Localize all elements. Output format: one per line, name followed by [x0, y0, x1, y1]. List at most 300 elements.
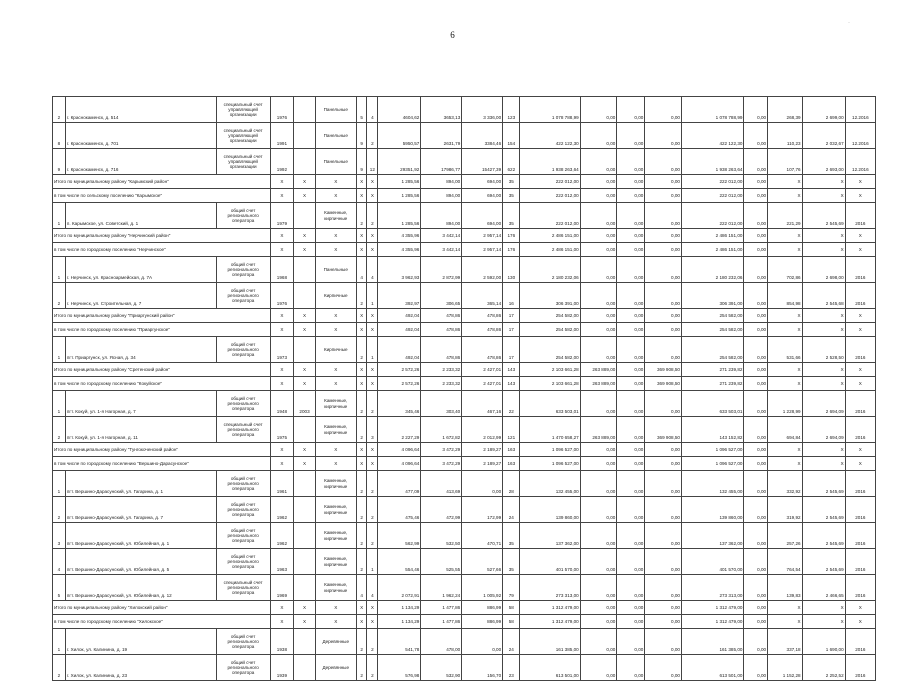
table-cell: 9 [356, 149, 367, 175]
table-cell: 401 570,00 [681, 549, 743, 575]
table-cell: 9 [356, 123, 367, 149]
table-cell: 3 [367, 417, 378, 443]
table-cell: 0,00 [617, 283, 645, 309]
table-row [53, 497, 876, 523]
table-row [53, 655, 876, 681]
table-cell: Х [356, 323, 367, 337]
table-cell: 12.2016 [845, 97, 875, 123]
table-cell: Х [768, 323, 802, 337]
table-cell: 254 582,00 [520, 323, 580, 337]
table-cell: 156,70 [462, 655, 503, 681]
table-cell: 0,00 [744, 337, 768, 363]
table-cell: Х [294, 309, 316, 323]
table-cell: Х [315, 189, 356, 203]
table-cell: Х [768, 377, 802, 391]
table-cell: Х [356, 175, 367, 189]
table-cell: 271 239,82 [681, 363, 743, 377]
table-cell: 1991 [270, 123, 294, 149]
account-type-cell: специальный счет регионального оператора [216, 417, 270, 443]
table-cell: Панельные [315, 123, 356, 149]
page-number: 6 [450, 30, 455, 40]
table-cell: 9 [53, 149, 66, 175]
account-type-cell: общий счет регионального оператора [216, 203, 270, 229]
table-cell: 2016 [845, 629, 875, 655]
table-cell: 0,00 [645, 601, 682, 615]
table-cell: 2 233,32 [421, 377, 462, 391]
table-row [53, 149, 876, 175]
table-cell: 0,00 [645, 615, 682, 629]
table-cell: 633 503,01 [520, 391, 580, 417]
account-type-cell: общий счет регионального оператора [216, 655, 270, 681]
table-cell: Каменные, кирпичные [315, 497, 356, 523]
table-cell: 161 385,00 [520, 629, 580, 655]
table-cell: 303,40 [421, 391, 462, 417]
table-cell: 422 122,30 [520, 123, 580, 149]
table-cell: 35 [503, 549, 520, 575]
address-cell: г. Краснокаменск, д. 514 [65, 97, 216, 123]
table-cell: 2 103 661,28 [520, 363, 580, 377]
table-cell: 886,99 [462, 601, 503, 615]
table-cell: Х [294, 615, 316, 629]
table-cell: 2 [367, 203, 378, 229]
table-cell: 319,92 [768, 497, 802, 523]
table-cell: 28 [503, 471, 520, 497]
table-cell: 1 [53, 337, 66, 363]
table-cell: 0,00 [580, 175, 617, 189]
table-cell: 0,00 [617, 471, 645, 497]
table-cell: 143 [503, 377, 520, 391]
table-cell: 0,00 [580, 497, 617, 523]
table-cell: 532,90 [421, 655, 462, 681]
table-cell: 3 442,14 [421, 229, 462, 243]
table-cell: 633 503,01 [681, 391, 743, 417]
table-cell: 17 [503, 323, 520, 337]
table-cell: Х [294, 243, 316, 257]
table-cell: 2003 [294, 391, 316, 417]
table-cell: 3 472,29 [421, 443, 462, 457]
table-cell: 16 [503, 283, 520, 309]
table-cell: 176 [503, 243, 520, 257]
table-cell: 554,46 [378, 549, 421, 575]
table-cell: 268,39 [768, 97, 802, 123]
table-cell: Х [270, 323, 294, 337]
table-cell: 0,00 [744, 523, 768, 549]
table-cell: 0,00 [645, 443, 682, 457]
table-cell: 1939 [270, 655, 294, 681]
table-cell: Х [845, 363, 875, 377]
address-cell: пгт. Вершино-Дарасунский, ул. Гагарина, д. 1 [65, 471, 216, 497]
table-cell: 702,86 [768, 257, 802, 283]
subtotal-row [53, 309, 876, 323]
table-cell: 3384,46 [462, 123, 503, 149]
table-cell: 0,00 [580, 229, 617, 243]
table-cell: 0,00 [744, 457, 768, 471]
table-cell: 2 427,01 [462, 363, 503, 377]
table-cell: 1 690,00 [802, 629, 845, 655]
subtotal-label: в том числе по городскому поселению "Кокуйское" [53, 377, 271, 391]
table-row [53, 417, 876, 443]
table-cell: 622 [503, 149, 520, 175]
table-cell: 2 [356, 203, 367, 229]
table-cell: 0,00 [580, 189, 617, 203]
table-cell: 2 545,68 [802, 283, 845, 309]
table-cell: 467,16 [462, 391, 503, 417]
table-cell: Х [845, 443, 875, 457]
table-cell: 694,00 [462, 189, 503, 203]
table-cell: 492,04 [378, 323, 421, 337]
table-cell: 121 [503, 417, 520, 443]
table-cell: 1 285,56 [378, 189, 421, 203]
table-cell: 2 [356, 391, 367, 417]
table-cell: 0,00 [744, 363, 768, 377]
table-cell: 0,00 [580, 337, 617, 363]
table-cell: 1968 [270, 257, 294, 283]
table-cell: Х [315, 615, 356, 629]
table-cell: 1973 [270, 337, 294, 363]
table-cell: 0,00 [744, 229, 768, 243]
table-cell: 222 012,00 [681, 175, 743, 189]
table-cell [294, 655, 316, 681]
table-cell: 478,86 [462, 337, 503, 363]
address-cell: г. Хилок, ул. Калинина, д. 23 [65, 655, 216, 681]
table-cell: Каменные, кирпичные [315, 575, 356, 601]
table-cell: Х [315, 443, 356, 457]
table-cell: 0,00 [617, 629, 645, 655]
subtotal-row [53, 189, 876, 203]
table-cell: 254 582,00 [681, 323, 743, 337]
table-cell: 2 [53, 655, 66, 681]
subtotal-row [53, 601, 876, 615]
table-cell: 0,00 [645, 189, 682, 203]
table-cell: 2 957,14 [462, 243, 503, 257]
table-cell: Х [768, 229, 802, 243]
table-cell: 1976 [270, 97, 294, 123]
table-cell: 24 [503, 497, 520, 523]
table-cell: 0,00 [462, 471, 503, 497]
table-cell: 1 078 788,99 [520, 97, 580, 123]
table-cell: Х [802, 363, 845, 377]
table-cell: 0,00 [744, 175, 768, 189]
table-cell: Х [294, 229, 316, 243]
table-cell: 163 [503, 457, 520, 471]
table-cell: Х [356, 243, 367, 257]
table-cell: 894,00 [421, 203, 462, 229]
table-cell: Х [802, 457, 845, 471]
table-cell: Х [367, 601, 378, 615]
table-cell: 0,00 [580, 283, 617, 309]
subtotal-label: Итого по муниципальному району "Карымский район" [53, 175, 271, 189]
table-cell: 0,00 [617, 323, 645, 337]
table-cell: 0,00 [580, 615, 617, 629]
table-cell: 0,00 [645, 257, 682, 283]
table-cell: 2 572,26 [378, 377, 421, 391]
table-cell: Х [356, 309, 367, 323]
table-cell: 478,86 [462, 323, 503, 337]
table-cell: 1 078 788,99 [681, 97, 743, 123]
table-cell: 2 [367, 655, 378, 681]
table-cell: 2 012,99 [462, 417, 503, 443]
table-cell: Панельные [315, 257, 356, 283]
table-cell: 1948 [270, 391, 294, 417]
table-cell: 2 466,65 [802, 575, 845, 601]
table-cell: 1 312 479,00 [681, 601, 743, 615]
table-cell: 0,00 [645, 309, 682, 323]
table-cell: Каменные, кирпичные [315, 203, 356, 229]
table-cell: Каменные, кирпичные [315, 471, 356, 497]
table-cell: 1 [53, 471, 66, 497]
table-cell [294, 549, 316, 575]
table-cell: 2 [356, 629, 367, 655]
table-cell: 271 239,82 [681, 377, 743, 391]
table-cell: 0,00 [580, 457, 617, 471]
table-cell: 0,00 [744, 601, 768, 615]
table-cell: 337,18 [768, 629, 802, 655]
table-cell: 1976 [270, 283, 294, 309]
table-row [53, 575, 876, 601]
table-cell: 2 [356, 417, 367, 443]
table-cell: Х [356, 443, 367, 457]
table-cell: Х [367, 363, 378, 377]
table-cell: Х [294, 443, 316, 457]
table-cell: 1 477,86 [421, 601, 462, 615]
table-cell: 0,00 [744, 575, 768, 601]
table-cell: Х [802, 189, 845, 203]
table-cell: 0,00 [744, 471, 768, 497]
account-type-cell: общий счет регионального оператора [216, 283, 270, 309]
table-cell: 35 [503, 523, 520, 549]
table-cell: Панельные [315, 97, 356, 123]
table-cell: 0,00 [645, 457, 682, 471]
table-cell: 694,84 [768, 417, 802, 443]
address-cell: пгт. Вершино-Дарасунский, ул. Юбилейная, д. 12 [65, 575, 216, 601]
table-cell: 2 698,00 [802, 257, 845, 283]
account-type-cell: специальный счет управляющей организации [216, 149, 270, 175]
table-cell: 1 152,28 [768, 655, 802, 681]
subtotal-row [53, 457, 876, 471]
table-cell: 0,00 [645, 629, 682, 655]
address-cell: пгт. Приаргунск, ул. Ясная, д. 34 [65, 337, 216, 363]
table-cell: Кирпичные [315, 283, 356, 309]
table-cell: Х [356, 363, 367, 377]
table-cell: 110,23 [768, 123, 802, 149]
table-cell: 492,04 [378, 337, 421, 363]
subtotal-label: Итого по муниципальному району "Тунгокоченский район" [53, 443, 271, 457]
table-cell [294, 629, 316, 655]
table-cell: 1 312 479,00 [520, 615, 580, 629]
table-cell: 1961 [270, 471, 294, 497]
table-cell: 2 [53, 497, 66, 523]
table-cell: 137 362,00 [681, 523, 743, 549]
table-cell [294, 417, 316, 443]
address-cell: г. Хилок, ул. Калинина, д. 19 [65, 629, 216, 655]
table-cell: Х [294, 377, 316, 391]
table-cell: 0,00 [744, 417, 768, 443]
table-cell [294, 575, 316, 601]
table-cell: 413,69 [421, 471, 462, 497]
table-cell: 2016 [845, 417, 875, 443]
table-cell: 0,00 [744, 443, 768, 457]
table-row [53, 523, 876, 549]
table-cell: Кирпичные [315, 337, 356, 363]
table-cell: 222 012,00 [520, 189, 580, 203]
table-cell: Каменные, кирпичные [315, 549, 356, 575]
table-cell: 472,99 [421, 497, 462, 523]
table-cell: 0,00 [617, 601, 645, 615]
table-cell: 2016 [845, 391, 875, 417]
table-cell: 154 [503, 123, 520, 149]
table-cell: Х [367, 229, 378, 243]
table-cell: 0,00 [617, 549, 645, 575]
table-cell: Х [802, 229, 845, 243]
table-cell: 0,00 [645, 229, 682, 243]
table-cell: Х [845, 175, 875, 189]
table-cell: 0,00 [645, 549, 682, 575]
table-cell: Х [294, 175, 316, 189]
table-cell: Х [270, 615, 294, 629]
table-cell: 143 [503, 363, 520, 377]
table-cell: 4 [367, 97, 378, 123]
table-cell: 2 694,09 [802, 391, 845, 417]
table-cell: 3653,13 [421, 97, 462, 123]
table-cell: 0,00 [580, 323, 617, 337]
table-cell: 35 [503, 189, 520, 203]
table-cell: 0,00 [617, 97, 645, 123]
table-cell: Х [315, 243, 356, 257]
table-cell: Х [845, 243, 875, 257]
table-cell: 1 962,24 [421, 575, 462, 601]
subtotal-label: в том числе по сельскому поселению "Карымское" [53, 189, 271, 203]
table-cell: 2 427,01 [462, 377, 503, 391]
subtotal-label: Итого по муниципальному району "Хилокский район" [53, 601, 271, 615]
subtotal-label: в том числе по городскому поселению "Хилокское" [53, 615, 271, 629]
table-cell: 1963 [270, 549, 294, 575]
table-cell: 0,00 [744, 123, 768, 149]
address-cell: пгт. Кокуй, ул. 1-я Нагорная, д. 7 [65, 391, 216, 417]
address-cell: г. Краснокаменск, д. 701 [65, 123, 216, 149]
table-cell: Панельные [315, 149, 356, 175]
table-cell: Х [802, 323, 845, 337]
table-cell: 0,00 [580, 471, 617, 497]
table-cell: Х [768, 601, 802, 615]
table-cell: 576,98 [378, 655, 421, 681]
table-cell: 8 [53, 123, 66, 149]
table-cell: Х [845, 229, 875, 243]
table-cell: Х [315, 363, 356, 377]
table-cell: 1979 [270, 203, 294, 229]
table-cell: 0,00 [645, 203, 682, 229]
table-row [53, 629, 876, 655]
table-cell: 12 [367, 149, 378, 175]
table-cell: 0,00 [645, 391, 682, 417]
table-cell: 527,66 [462, 549, 503, 575]
address-cell: г. Нерчинск, ул. Красноармейская, д. 7А [65, 257, 216, 283]
table-cell: 1 312 479,00 [681, 615, 743, 629]
table-cell: 2 [356, 655, 367, 681]
table-cell: 0,00 [617, 523, 645, 549]
table-cell: 4 355,96 [378, 229, 421, 243]
table-cell: 3 472,29 [421, 457, 462, 471]
table-cell: 2 [356, 283, 367, 309]
table-cell: 0,00 [744, 203, 768, 229]
table-cell: 0,00 [580, 309, 617, 323]
table-cell: 254 582,00 [681, 337, 743, 363]
table-cell: 2 699,00 [802, 97, 845, 123]
account-type-cell: специальный счет управляющей организации [216, 97, 270, 123]
table-cell: Х [802, 443, 845, 457]
account-type-cell: общий счет регионального оператора [216, 391, 270, 417]
table-cell: 392,97 [378, 283, 421, 309]
table-cell: 2 545,69 [802, 471, 845, 497]
table-cell: Х [802, 615, 845, 629]
table-row [53, 203, 876, 229]
table-cell: Х [270, 601, 294, 615]
table-cell: 886,99 [462, 615, 503, 629]
table-cell: 2 [356, 549, 367, 575]
table-cell: Х [845, 601, 875, 615]
table-cell: Х [367, 615, 378, 629]
table-cell: 1 096 527,00 [520, 457, 580, 471]
table-cell: 254 582,00 [520, 309, 580, 323]
table-cell: 161 385,00 [681, 629, 743, 655]
table-cell: 0,00 [744, 309, 768, 323]
table-cell: 0,00 [744, 189, 768, 203]
table-cell: 2 [53, 417, 66, 443]
table-cell [294, 337, 316, 363]
table-cell: Х [768, 189, 802, 203]
table-cell: 5 [53, 575, 66, 601]
table-row [53, 391, 876, 417]
table-cell: 17986,77 [421, 149, 462, 175]
table-cell: 0,00 [617, 309, 645, 323]
table-row [53, 123, 876, 149]
table-cell: 0,00 [645, 323, 682, 337]
address-cell: пгт. Вершино-Дарасунский, ул. Юбилейная, д. 5 [65, 549, 216, 575]
table-cell: 23 [503, 655, 520, 681]
table-cell: 1 096 527,00 [520, 443, 580, 457]
table-cell: 0,00 [617, 363, 645, 377]
table-cell: 764,54 [768, 549, 802, 575]
table-cell: 0,00 [617, 123, 645, 149]
table-cell: 0,00 [744, 615, 768, 629]
table-cell: Х [845, 457, 875, 471]
table-cell: 2 [53, 97, 66, 123]
table-cell [294, 123, 316, 149]
table-cell: 130 [503, 257, 520, 283]
table-cell: 0,00 [617, 257, 645, 283]
table-cell: 0,00 [744, 323, 768, 337]
table-cell: 2016 [845, 523, 875, 549]
table-cell: 1975 [270, 417, 294, 443]
table-cell: 2 180 232,06 [520, 257, 580, 283]
table-cell: 613 501,00 [520, 655, 580, 681]
table-cell: 0,00 [744, 391, 768, 417]
table-cell: 478,86 [462, 309, 503, 323]
table-cell: 2 103 661,28 [520, 377, 580, 391]
corner-mark: · [848, 20, 850, 26]
subtotal-row [53, 615, 876, 629]
table-cell: 0,00 [580, 149, 617, 175]
table-cell: Х [356, 189, 367, 203]
table-cell: Х [356, 457, 367, 471]
table-cell: 273 313,00 [520, 575, 580, 601]
account-type-cell: специальный счет управляющей организации [216, 123, 270, 149]
table-cell: 478,86 [421, 309, 462, 323]
table-cell: 0,00 [580, 575, 617, 601]
table-cell [294, 257, 316, 283]
table-cell: 525,55 [421, 549, 462, 575]
table-cell: 1962 [270, 523, 294, 549]
table-cell: 0,00 [645, 655, 682, 681]
